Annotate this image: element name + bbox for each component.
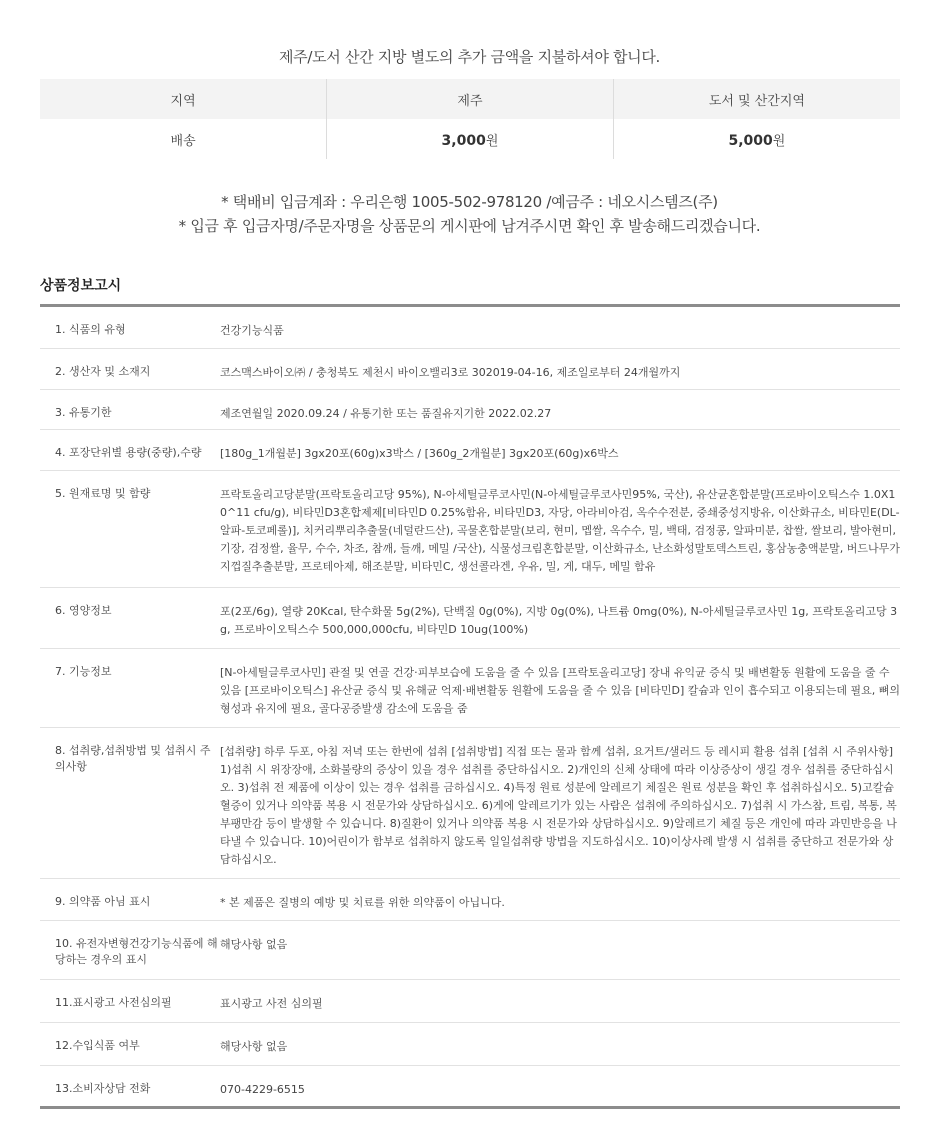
info-value: 표시광고 사전 심의필 [220, 980, 900, 1023]
info-value: 070-4229-6515 [220, 1083, 305, 1096]
info-value: 해당사항 없음 [220, 921, 900, 980]
info-value: [N-아세틸글루코사민] 관절 및 연골 건강·피부보습에 도움을 줄 수 있음 [프락토올리고당] 장내 유익균 증식 및 배변활동 원활에 도움을 줄 수 있음 [프로바이오틱스] 유산균 증식 및 유해균 억제·배변활동 원활에 도움을 줄 수 있음 [비타민D] 칼슘과 인이 흡수되고 이용되는데 필요, 뼈의 형성과 유지에 필요, 골다공증발생 감소에 도움을 줌 [220, 649, 900, 728]
info-key: 12.수입식품 여부 [40, 1023, 220, 1066]
bank-account-line: * 택배비 입금계좌 : 우리은행 1005-502-978120 /예금주 : 네오시스템즈(주) [221, 193, 718, 211]
info-key: 4. 포장단위별 용량(중량),수량 [40, 430, 220, 471]
info-key: 5. 원재료명 및 함량 [40, 471, 220, 588]
bank-info [0, 190, 939, 238]
header-jeju: 제주 [327, 79, 614, 119]
island-fee-currency: 원 [772, 133, 786, 149]
info-row-package [40, 430, 900, 471]
jeju-fee-amount: 3,000 [441, 132, 486, 149]
info-value: 제조연월일 2020.09.24 / 유통기한 또는 품질유지기한 2022.02.27 [220, 390, 900, 430]
info-value: * 본 제품은 질병의 예방 및 치료를 위한 의약품이 아닙니다. [220, 879, 900, 921]
island-fee-amount: 5,000 [728, 132, 773, 149]
info-row-manufacturer [40, 349, 900, 390]
info-value: 해당사항 없음 [220, 1023, 900, 1066]
info-key: 6. 영양정보 [40, 588, 220, 649]
info-row-nutrition [40, 588, 900, 649]
shipping-fee-table [40, 79, 900, 159]
info-row-gmo [40, 921, 900, 980]
info-key: 1. 식품의 유형 [40, 306, 220, 349]
header-region: 지역 [40, 79, 327, 119]
info-key: 8. 섭취량,섭취방법 및 섭취시 주의사항 [40, 728, 220, 879]
row-label-delivery: 배송 [170, 133, 196, 149]
island-fee [613, 119, 900, 159]
product-info-title: 상품정보고시 [40, 278, 122, 294]
deposit-instruction-line: * 입금 후 입금자명/주문자명을 상품문의 게시판에 남겨주시면 확인 후 발송해드리겠습니다. [178, 217, 761, 235]
info-key: 11.표시광고 사전심의필 [40, 980, 220, 1023]
info-key: 10. 유전자변형건강기능식품에 해당하는 경우의 표시 [40, 921, 220, 980]
info-value: 포(2포/6g), 열량 20Kcal, 탄수화물 5g(2%), 단백질 0g(0%), 지방 0g(0%), 나트륨 0mg(0%), N-아세틸글루코사민 1g, 프락토올리고당 3g, 프로바이오틱스수 500,000,000cfu, 비타민D 10ug(100%) [220, 588, 900, 649]
info-row-intake [40, 728, 900, 879]
info-key: 13.소비자상담 전화 [55, 1082, 151, 1095]
info-value: [섭취량] 하루 두포, 아침 저녁 또는 한번에 섭취 [섭취방법] 직접 또는 물과 함께 섭취, 요거트/샐러드 등 레시피 활용 섭취 [섭취 시 주위사항] 1)섭취 시 위장장애, 소화불량의 증상이 있을 경우 섭취를 중단하십시오. 2)개인의 신체 상태에 따라 이상증상이 생길 경우 섭취를 중단하십시오. 3)섭취 전 제품에 이상이 있는 경우 섭취를 금하십시오. 4)특정 원료 성분에 알레르기 체질은 원료 성분을 확인 후 섭취하십시오. 5)고칼슘혈증이 있거나 의약품 복용 시 전문가와 상담하십시오. 6)게에 알레르기가 있는 사람은 섭취에 주의하십시오. 7)섭취 시 가스참, 트림, 복통, 복부팽만감 등이 발생할 수 있습니다. 8)질환이 있거나 의약품 복용 시 전문가와 상담하십시오. 9)알레르기 체질 등은 개인에 따라 과민반응을 나타낼 수 있습니다. 10)어린이가 함부로 섭취하지 않도록 일일섭취량 방법을 지도하십시오. 10)이상사례 발생 시 섭취를 중단하고 전문가와 상담하십시오. [220, 728, 900, 879]
info-key: 7. 기능정보 [40, 649, 220, 728]
info-key: 3. 유통기한 [40, 390, 220, 430]
info-row-imported [40, 1023, 900, 1066]
info-row-ad-review [40, 980, 900, 1023]
info-value: 건강기능식품 [220, 306, 900, 349]
info-row-ingredients [40, 471, 900, 588]
info-row-expiry [40, 390, 900, 430]
regional-shipping-notice: 제주/도서 산간 지방 별도의 추가 금액을 지불하셔야 합니다. [278, 48, 661, 66]
header-island: 도서 및 산간지역 [613, 79, 900, 119]
info-key: 9. 의약품 아님 표시 [40, 879, 220, 921]
info-key: 2. 생산자 및 소재지 [40, 349, 220, 390]
info-row-function [40, 649, 900, 728]
info-row-not-medicine [40, 879, 900, 921]
jeju-fee [327, 119, 614, 159]
shipping-header-row [40, 79, 900, 119]
info-row-food-type [40, 306, 900, 349]
product-info-table [40, 304, 900, 1109]
info-value: 프락토올리고당분말(프락토올리고당 95%), N-아세틸글루코사민(N-아세틸글루코사민95%, 국산), 유산균혼합분말(프로바이오틱스수 1.0X10^11 cfu/g), 비타민D3혼합제제[비타민D 0.25%함유, 비타민D3, 자당, 아라비아검, 옥수수전분, 중쇄중성지방유, 이산화규소, 비타민E(DL-알파-토코페롤)], 치커리뿌리추출물(네덜란드산), 곡물혼합분말(보리, 현미, 멥쌀, 옥수수, 밀, 백태, 검정콩, 알파미분, 찹쌀, 쌀보리, 발아현미, 기장, 검정쌀, 율무, 수수, 차조, 참깨, 들깨, 메밀 /국산), 식물성크림혼합분말, 이산화규소, 난소화성말토덱스트린, 홍삼농충액분말, 버드나무가지껍질추출분말, 프로테아제, 해조분말, 비타민C, 생선콜라겐, 우유, 밀, 게, 대두, 메밀 함유 [220, 471, 900, 588]
info-value: 코스맥스바이오㈜ / 충청북도 제천시 바이오밸리3로 302019-04-16, 제조일로부터 24개월까지 [220, 349, 900, 390]
info-value: [180g_1개월분] 3gx20포(60g)x3박스 / [360g_2개월분] 3gx20포(60g)x6박스 [220, 430, 900, 471]
jeju-fee-currency: 원 [485, 133, 499, 149]
info-row-contact [40, 1066, 900, 1108]
shipping-row [40, 119, 900, 159]
